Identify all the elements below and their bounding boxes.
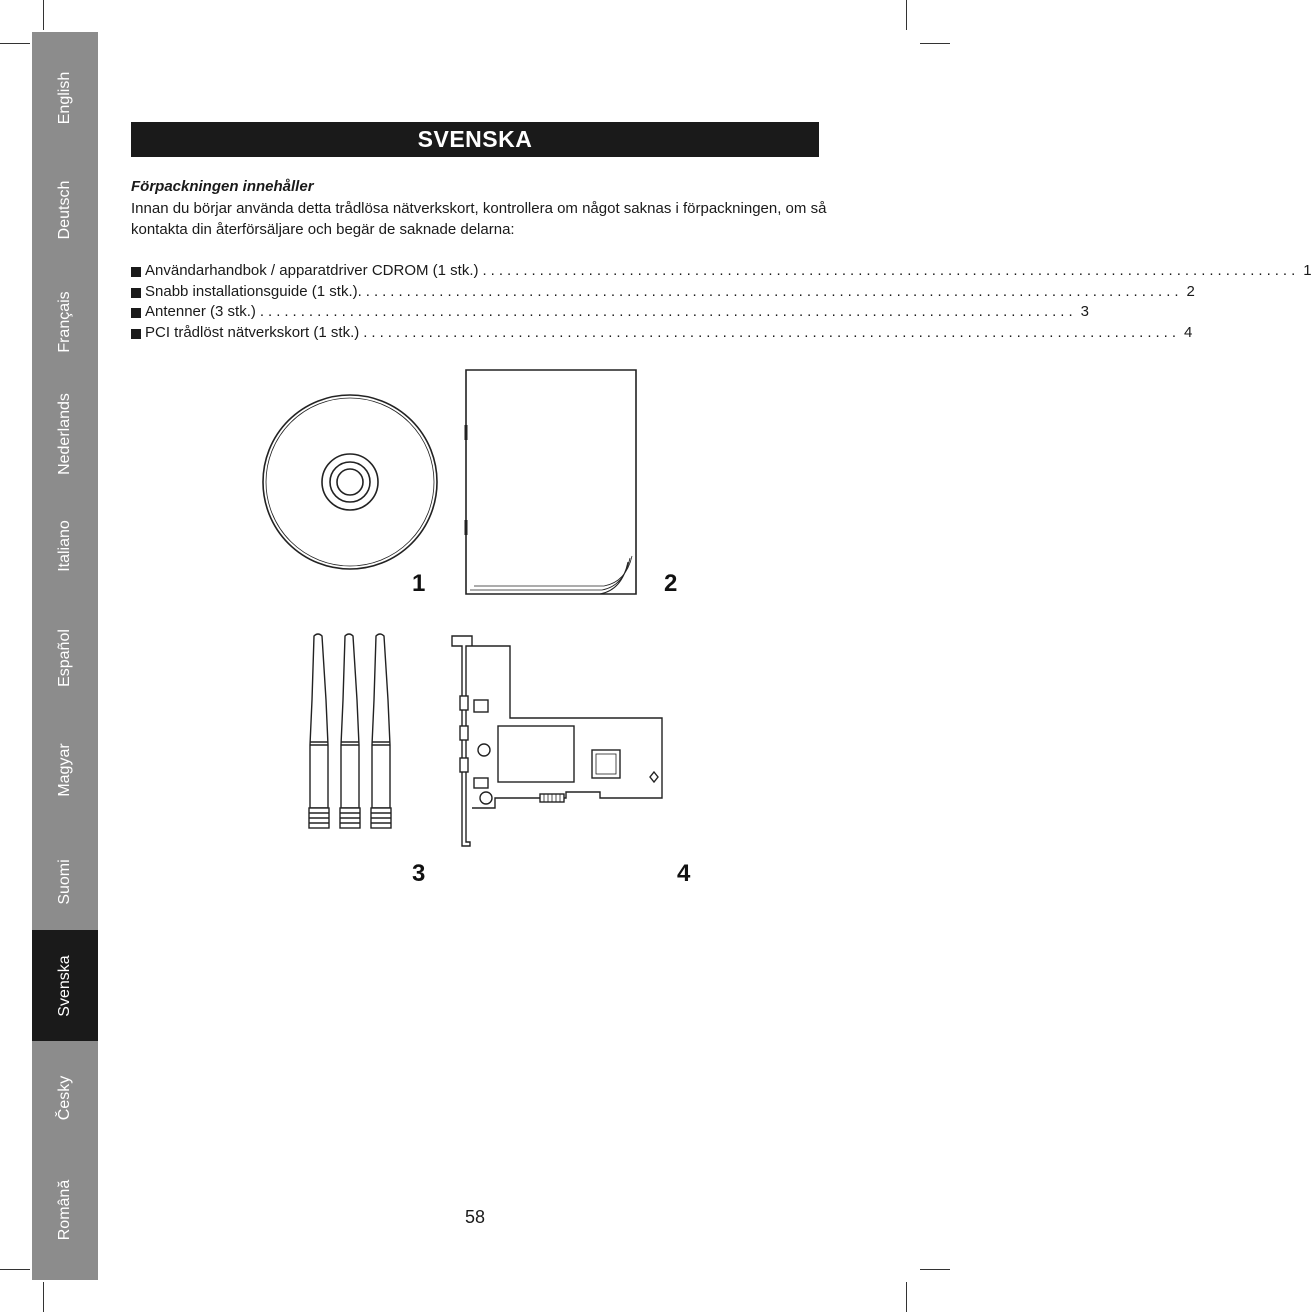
item-number: 1 xyxy=(1303,262,1312,279)
item-number: 2 xyxy=(1186,282,1195,300)
figure-label-pci-card: 4 xyxy=(677,860,691,887)
antennas-illustration xyxy=(309,634,391,828)
tab-label: Italiano xyxy=(56,519,73,572)
dot-leader: .................................................................................................... xyxy=(365,282,1183,300)
page-number: 58 xyxy=(464,1207,486,1227)
item-number: 3 xyxy=(1080,303,1089,320)
item-text: PCI trådlöst nätverkskort (1 stk.) xyxy=(145,323,360,341)
tab-label: Nederlands xyxy=(56,392,73,475)
figure-label-guide: 2 xyxy=(664,570,678,597)
tab-label: English xyxy=(56,71,73,124)
tab-label: Česky xyxy=(56,1075,73,1120)
tab-label: Svenska xyxy=(56,954,73,1017)
pci-card-illustration xyxy=(452,636,662,846)
antenna xyxy=(371,634,391,828)
tab-label: Deutsch xyxy=(56,180,73,239)
quick-guide-illustration xyxy=(466,370,636,594)
item-number: 4 xyxy=(1183,323,1193,341)
antenna xyxy=(340,634,360,828)
tab-label: Magyar xyxy=(56,742,73,797)
dot-leader: .................................................................................................... xyxy=(259,303,1077,320)
cdrom-illustration xyxy=(263,395,437,569)
package-contents-heading: Förpackningen innehåller xyxy=(131,178,314,195)
tab-label: Română xyxy=(56,1179,73,1240)
tab-label: Español xyxy=(56,628,73,687)
item-text: Antenner (3 stk.) xyxy=(145,303,256,320)
dot-leader: .................................................................................................... xyxy=(363,323,1180,341)
section-title: SVENSKA xyxy=(417,126,533,152)
figure-label-cdrom: 1 xyxy=(412,570,426,597)
antenna xyxy=(309,634,329,828)
figure-label-antennas: 3 xyxy=(412,860,426,887)
tab-label: Suomi xyxy=(56,858,73,905)
item-text: Snabb installationsguide (1 stk.). xyxy=(145,282,362,300)
item-text: Användarhandbok / apparatdriver CDROM (1 stk.) xyxy=(145,262,479,279)
intro-paragraph: Innan du börjar använda detta trådlösa nätverkskort, kontrollera om något saknas i förpackningen, om så kontakta din återförsäljare och begär de saknade delarna: xyxy=(131,200,827,238)
dot-leader: .................................................................................................... xyxy=(482,262,1300,279)
tab-label: Français xyxy=(56,290,73,353)
